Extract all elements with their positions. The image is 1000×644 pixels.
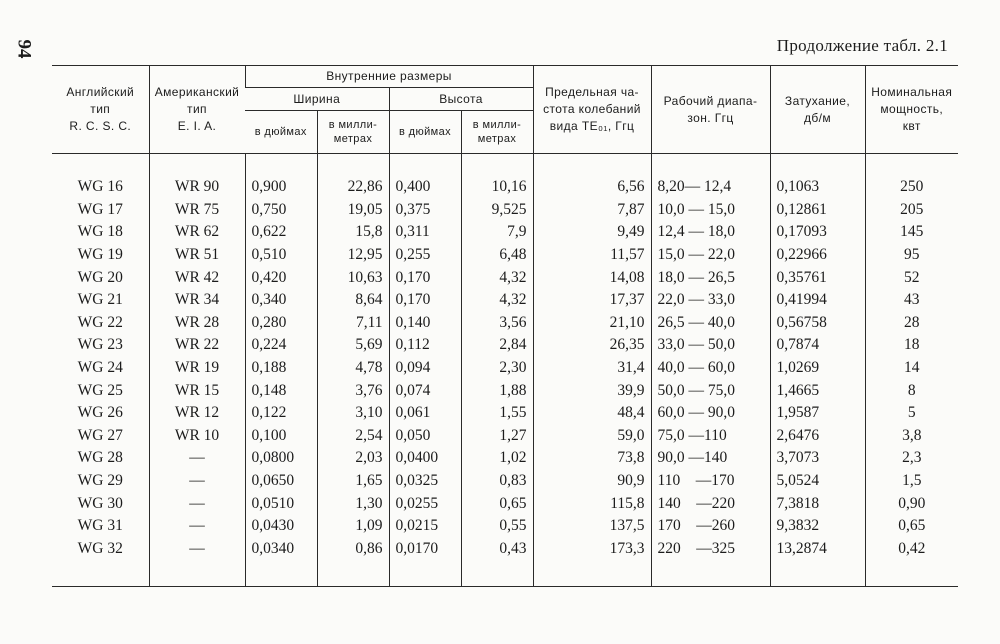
operating-range-cell: 10,0 — 15,0 bbox=[651, 199, 770, 222]
height-inches-cell: 0,255 bbox=[389, 244, 461, 267]
cutoff-frequency-cell: 115,8 bbox=[533, 492, 651, 515]
table-row bbox=[52, 334, 958, 357]
operating-range-cell: 50,0 — 75,0 bbox=[651, 379, 770, 402]
table-row bbox=[52, 289, 958, 312]
power-cell: 28 bbox=[865, 312, 958, 335]
power-cell: 95 bbox=[865, 244, 958, 267]
operating-range-cell: 18,0 — 26,5 bbox=[651, 266, 770, 289]
american-type-cell: WR 75 bbox=[149, 199, 245, 222]
height-mm-cell: 4,32 bbox=[461, 266, 533, 289]
height-mm-cell: 0,43 bbox=[461, 538, 533, 561]
power-cell: 205 bbox=[865, 199, 958, 222]
operating-range-cell: 140 —220 bbox=[651, 492, 770, 515]
table-row bbox=[52, 357, 958, 380]
height-inches-cell: 0,375 bbox=[389, 199, 461, 222]
attenuation-cell: 0,56758 bbox=[770, 312, 865, 335]
width-inches-cell: 0,0340 bbox=[245, 538, 317, 561]
power-cell: 14 bbox=[865, 357, 958, 380]
width-mm-cell: 22,86 bbox=[317, 176, 389, 199]
american-type-cell: — bbox=[149, 447, 245, 470]
attenuation-cell: 7,3818 bbox=[770, 492, 865, 515]
operating-range-cell: 26,5 — 40,0 bbox=[651, 312, 770, 335]
english-type-cell: WG 27 bbox=[77, 426, 123, 444]
cutoff-frequency-cell: 7,87 bbox=[533, 199, 651, 222]
width-mm-cell: 15,8 bbox=[317, 221, 389, 244]
header-width-mm: в милли- метрах bbox=[317, 111, 389, 154]
width-inches-cell: 0,0430 bbox=[245, 515, 317, 538]
height-inches-cell: 0,0325 bbox=[389, 470, 461, 493]
header-cutoff: Предельная ча- стота колебаний вида TE₀₁, Ггц bbox=[533, 66, 651, 154]
height-inches-cell: 0,061 bbox=[389, 402, 461, 425]
width-inches-cell: 0,0800 bbox=[245, 447, 317, 470]
american-type-cell: — bbox=[149, 492, 245, 515]
american-type-cell: WR 62 bbox=[149, 221, 245, 244]
width-inches-cell: 0,148 bbox=[245, 379, 317, 402]
height-inches-cell: 0,400 bbox=[389, 176, 461, 199]
power-cell: 18 bbox=[865, 334, 958, 357]
header-attenuation: Затухание, дб/м bbox=[770, 66, 865, 154]
height-mm-cell: 2,30 bbox=[461, 357, 533, 380]
height-inches-cell: 0,311 bbox=[389, 221, 461, 244]
header-width: Ширина bbox=[245, 88, 389, 111]
english-type-cell: WG 30 bbox=[77, 494, 123, 512]
attenuation-cell: 13,2874 bbox=[770, 538, 865, 561]
cutoff-frequency-cell: 90,9 bbox=[533, 470, 651, 493]
height-mm-cell: 0,55 bbox=[461, 515, 533, 538]
width-inches-cell: 0,622 bbox=[245, 221, 317, 244]
height-inches-cell: 0,074 bbox=[389, 379, 461, 402]
english-type-cell: WG 29 bbox=[77, 472, 123, 490]
attenuation-cell: 0,17093 bbox=[770, 221, 865, 244]
american-type-cell: WR 15 bbox=[149, 379, 245, 402]
table-row bbox=[52, 312, 958, 335]
height-mm-cell: 4,32 bbox=[461, 289, 533, 312]
english-type-cell: WG 23 bbox=[77, 336, 123, 354]
width-inches-cell: 0,188 bbox=[245, 357, 317, 380]
cutoff-frequency-cell: 31,4 bbox=[533, 357, 651, 380]
cutoff-frequency-cell: 9,49 bbox=[533, 221, 651, 244]
attenuation-cell: 0,1063 bbox=[770, 176, 865, 199]
operating-range-cell: 15,0 — 22,0 bbox=[651, 244, 770, 267]
attenuation-cell: 3,7073 bbox=[770, 447, 865, 470]
power-cell: 0,65 bbox=[865, 515, 958, 538]
power-cell: 0,90 bbox=[865, 492, 958, 515]
operating-range-cell: 60,0 — 90,0 bbox=[651, 402, 770, 425]
cutoff-frequency-cell: 14,08 bbox=[533, 266, 651, 289]
american-type-cell: WR 12 bbox=[149, 402, 245, 425]
american-type-cell: WR 19 bbox=[149, 357, 245, 380]
height-mm-cell: 9,525 bbox=[461, 199, 533, 222]
operating-range-cell: 220 —325 bbox=[651, 538, 770, 561]
width-mm-cell: 3,76 bbox=[317, 379, 389, 402]
height-mm-cell: 3,56 bbox=[461, 312, 533, 335]
header-width-inches: в дюймах bbox=[245, 111, 317, 154]
width-inches-cell: 0,900 bbox=[245, 176, 317, 199]
height-inches-cell: 0,050 bbox=[389, 425, 461, 448]
width-mm-cell: 5,69 bbox=[317, 334, 389, 357]
height-mm-cell: 1,88 bbox=[461, 379, 533, 402]
table-row bbox=[52, 266, 958, 289]
height-inches-cell: 0,112 bbox=[389, 334, 461, 357]
height-inches-cell: 0,094 bbox=[389, 357, 461, 380]
width-inches-cell: 0,750 bbox=[245, 199, 317, 222]
width-mm-cell: 7,11 bbox=[317, 312, 389, 335]
table-row bbox=[52, 470, 958, 493]
width-mm-cell: 8,64 bbox=[317, 289, 389, 312]
height-mm-cell: 1,27 bbox=[461, 425, 533, 448]
header-height: Высота bbox=[389, 88, 533, 111]
header-english-type: Английский тип R. C. S. C. bbox=[52, 66, 149, 154]
attenuation-cell: 1,0269 bbox=[770, 357, 865, 380]
height-mm-cell: 6,48 bbox=[461, 244, 533, 267]
height-inches-cell: 0,170 bbox=[389, 289, 461, 312]
table-row bbox=[52, 379, 958, 402]
attenuation-cell: 0,22966 bbox=[770, 244, 865, 267]
english-type-cell: WG 18 bbox=[77, 223, 123, 241]
power-cell: 3,8 bbox=[865, 425, 958, 448]
header-height-mm: в милли- метрах bbox=[461, 111, 533, 154]
height-mm-cell: 2,84 bbox=[461, 334, 533, 357]
table-row bbox=[52, 515, 958, 538]
attenuation-cell: 0,35761 bbox=[770, 266, 865, 289]
power-cell: 43 bbox=[865, 289, 958, 312]
english-type-cell: WG 20 bbox=[77, 268, 123, 286]
width-inches-cell: 0,224 bbox=[245, 334, 317, 357]
power-cell: 2,3 bbox=[865, 447, 958, 470]
cutoff-frequency-cell: 6,56 bbox=[533, 176, 651, 199]
english-type-cell: WG 19 bbox=[77, 246, 123, 264]
width-mm-cell: 4,78 bbox=[317, 357, 389, 380]
cutoff-frequency-cell: 26,35 bbox=[533, 334, 651, 357]
width-inches-cell: 0,0650 bbox=[245, 470, 317, 493]
table-row bbox=[52, 244, 958, 267]
waveguide-table bbox=[52, 65, 958, 587]
width-mm-cell: 0,86 bbox=[317, 538, 389, 561]
width-inches-cell: 0,340 bbox=[245, 289, 317, 312]
attenuation-cell: 0,12861 bbox=[770, 199, 865, 222]
attenuation-cell: 2,6476 bbox=[770, 425, 865, 448]
cutoff-frequency-cell: 11,57 bbox=[533, 244, 651, 267]
english-type-cell: WG 24 bbox=[77, 359, 123, 377]
header-american-type: Американский тип E. I. A. bbox=[149, 66, 245, 154]
table-row bbox=[52, 447, 958, 470]
height-mm-cell: 1,02 bbox=[461, 447, 533, 470]
attenuation-cell: 0,41994 bbox=[770, 289, 865, 312]
table-row bbox=[52, 176, 958, 199]
american-type-cell: WR 51 bbox=[149, 244, 245, 267]
table-row bbox=[52, 425, 958, 448]
english-type-cell: WG 26 bbox=[77, 404, 123, 422]
operating-range-cell: 8,20— 12,4 bbox=[651, 176, 770, 199]
operating-range-cell: 170 —260 bbox=[651, 515, 770, 538]
continuation-caption: Продолжение табл. 2.1 bbox=[776, 36, 948, 55]
header-power: Номинальная мощность, квт bbox=[865, 66, 958, 154]
header-inner-dims: Внутренние размеры bbox=[245, 66, 533, 88]
english-type-cell: WG 32 bbox=[77, 539, 123, 557]
cutoff-frequency-cell: 73,8 bbox=[533, 447, 651, 470]
width-inches-cell: 0,0510 bbox=[245, 492, 317, 515]
height-inches-cell: 0,0400 bbox=[389, 447, 461, 470]
height-inches-cell: 0,170 bbox=[389, 266, 461, 289]
english-type-cell: WG 21 bbox=[77, 291, 123, 309]
english-type-cell: WG 22 bbox=[77, 313, 123, 331]
attenuation-cell: 9,3832 bbox=[770, 515, 865, 538]
attenuation-cell: 1,9587 bbox=[770, 402, 865, 425]
english-type-cell: WG 25 bbox=[77, 381, 123, 399]
cutoff-frequency-cell: 48,4 bbox=[533, 402, 651, 425]
width-mm-cell: 19,05 bbox=[317, 199, 389, 222]
operating-range-cell: 40,0 — 60,0 bbox=[651, 357, 770, 380]
width-mm-cell: 1,30 bbox=[317, 492, 389, 515]
height-mm-cell: 10,16 bbox=[461, 176, 533, 199]
width-inches-cell: 0,280 bbox=[245, 312, 317, 335]
cutoff-frequency-cell: 173,3 bbox=[533, 538, 651, 561]
english-type-cell: WG 16 bbox=[77, 178, 123, 196]
header-range: Рабочий диапа- зон. Ггц bbox=[651, 66, 770, 154]
cutoff-frequency-cell: 39,9 bbox=[533, 379, 651, 402]
width-mm-cell: 10,63 bbox=[317, 266, 389, 289]
operating-range-cell: 110 —170 bbox=[651, 470, 770, 493]
power-cell: 8 bbox=[865, 379, 958, 402]
attenuation-cell: 0,7874 bbox=[770, 334, 865, 357]
english-type-cell: WG 17 bbox=[77, 200, 123, 218]
american-type-cell: WR 22 bbox=[149, 334, 245, 357]
width-mm-cell: 1,09 bbox=[317, 515, 389, 538]
width-inches-cell: 0,100 bbox=[245, 425, 317, 448]
height-inches-cell: 0,0215 bbox=[389, 515, 461, 538]
english-type-cell: WG 31 bbox=[77, 517, 123, 535]
power-cell: 250 bbox=[865, 176, 958, 199]
width-mm-cell: 3,10 bbox=[317, 402, 389, 425]
operating-range-cell: 12,4 — 18,0 bbox=[651, 221, 770, 244]
power-cell: 0,42 bbox=[865, 538, 958, 561]
power-cell: 1,5 bbox=[865, 470, 958, 493]
power-cell: 5 bbox=[865, 402, 958, 425]
power-cell: 145 bbox=[865, 221, 958, 244]
height-inches-cell: 0,0170 bbox=[389, 538, 461, 561]
american-type-cell: WR 34 bbox=[149, 289, 245, 312]
height-mm-cell: 7,9 bbox=[461, 221, 533, 244]
width-inches-cell: 0,510 bbox=[245, 244, 317, 267]
cutoff-frequency-cell: 17,37 bbox=[533, 289, 651, 312]
operating-range-cell: 90,0 —140 bbox=[651, 447, 770, 470]
cutoff-frequency-cell: 21,10 bbox=[533, 312, 651, 335]
height-mm-cell: 1,55 bbox=[461, 402, 533, 425]
operating-range-cell: 33,0 — 50,0 bbox=[651, 334, 770, 357]
english-type-cell: WG 28 bbox=[77, 449, 123, 467]
american-type-cell: WR 10 bbox=[149, 425, 245, 448]
header-height-inches: в дюймах bbox=[389, 111, 461, 154]
american-type-cell: — bbox=[149, 538, 245, 561]
american-type-cell: WR 42 bbox=[149, 266, 245, 289]
width-mm-cell: 1,65 bbox=[317, 470, 389, 493]
height-inches-cell: 0,0255 bbox=[389, 492, 461, 515]
american-type-cell: WR 28 bbox=[149, 312, 245, 335]
width-inches-cell: 0,122 bbox=[245, 402, 317, 425]
width-mm-cell: 2,03 bbox=[317, 447, 389, 470]
american-type-cell: — bbox=[149, 515, 245, 538]
power-cell: 52 bbox=[865, 266, 958, 289]
height-mm-cell: 0,83 bbox=[461, 470, 533, 493]
american-type-cell: — bbox=[149, 470, 245, 493]
width-mm-cell: 12,95 bbox=[317, 244, 389, 267]
table-row bbox=[52, 492, 958, 515]
width-inches-cell: 0,420 bbox=[245, 266, 317, 289]
cutoff-frequency-cell: 59,0 bbox=[533, 425, 651, 448]
operating-range-cell: 22,0 — 33,0 bbox=[651, 289, 770, 312]
attenuation-cell: 1,4665 bbox=[770, 379, 865, 402]
cutoff-frequency-cell: 137,5 bbox=[533, 515, 651, 538]
width-mm-cell: 2,54 bbox=[317, 425, 389, 448]
table-row bbox=[52, 221, 958, 244]
operating-range-cell: 75,0 —110 bbox=[651, 425, 770, 448]
table-row bbox=[52, 402, 958, 425]
table-row bbox=[52, 538, 958, 561]
height-mm-cell: 0,65 bbox=[461, 492, 533, 515]
page-number: 94 bbox=[13, 39, 35, 59]
american-type-cell: WR 90 bbox=[149, 176, 245, 199]
attenuation-cell: 5,0524 bbox=[770, 470, 865, 493]
height-inches-cell: 0,140 bbox=[389, 312, 461, 335]
table-row bbox=[52, 199, 958, 222]
